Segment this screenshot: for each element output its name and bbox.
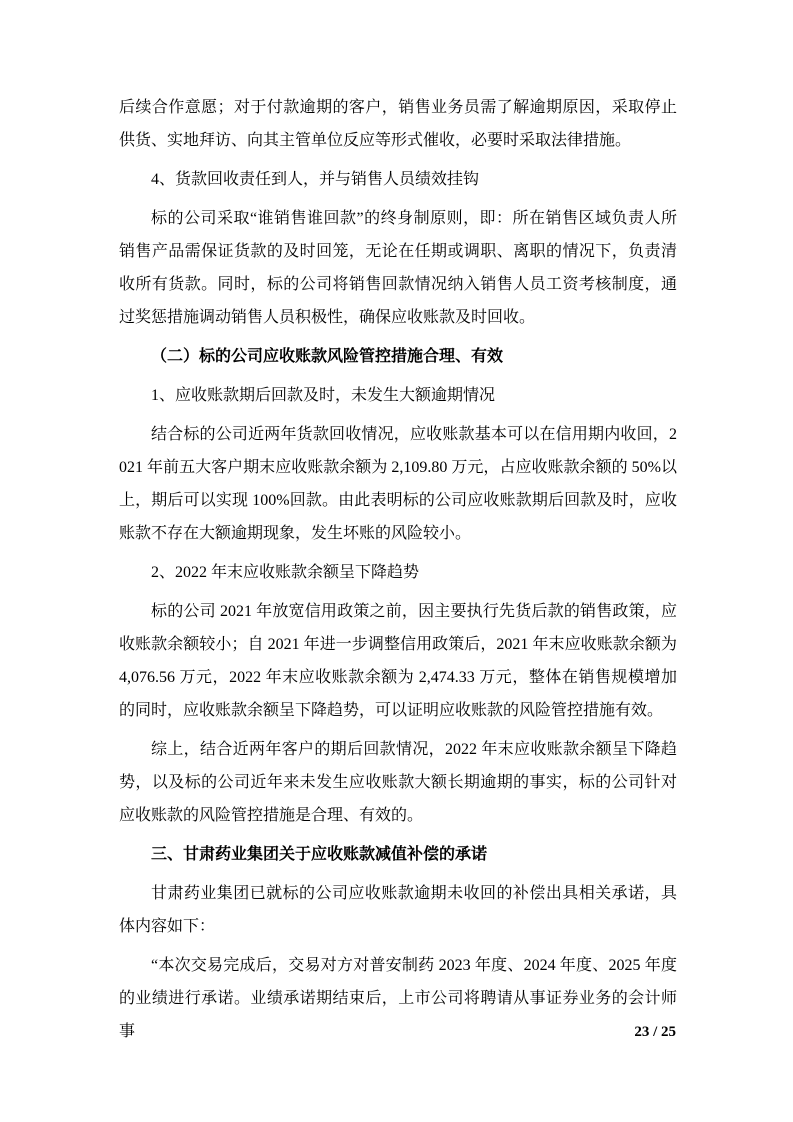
paragraph: 综上，结合近两年客户的期后回款情况，2022 年末应收账款余额呈下降趋势，以及标的公司近年来未发生应收账款大额长期逾期的事实，标的公司针对应收账款的风险管控措施是合理、有效的。 (119, 741, 677, 824)
section-heading-3: 三、甘肃药业集团关于应收账款减值补偿的承诺 (151, 846, 488, 863)
section-heading-2: （二）标的公司应收账款风险管控措施合理、有效 (151, 348, 504, 365)
paragraph: 标的公司 2021 年放宽信用政策之前，因主要执行先货后款的销售政策，应收账款余额较小；自 2021 年进一步调整信用政策后，2021 年末应收账款余额为 4,076.56 万元，2022 年末应收账款余额为 2,474.33 万元，整体在销售规模增加的同时，应收账款余额呈下降趋势，可以证明应收账款的风险管控措施有效。 (119, 603, 677, 719)
paragraph: 标的公司采取“谁销售谁回款”的终身制原则，即：所在销售区域负责人所销售产品需保证货款的及时回笼，无论在任期或调职、离职的情况下，负责清收所有货款。同时，标的公司将销售回款情况纳入销售人员工资考核制度，通过奖惩措施调动销售人员积极性，确保应收账款及时回收。 (119, 210, 677, 326)
paragraph: “本次交易完成后，交易对方对普安制药 2023 年度、2024 年度、2025 年度的业绩进行承诺。业绩承诺期结束后，上市公司将聘请从事证券业务的会计师事 (119, 957, 677, 1040)
paragraph: 结合标的公司近两年货款回收情况，应收账款基本可以在信用期内收回，2021 年前五大客户期末应收账款余额为 2,109.80 万元，占应收账款余额的 50%以上，期后可以实现 100%回款。由此表明标的公司应收账款期后回款及时，应收账款不存在大额逾期现象，发生坏账的风险较小。 (119, 426, 677, 542)
page-number: 23 / 25 (634, 1024, 676, 1040)
subheading-2: 2、2022 年末应收账款余额呈下降趋势 (151, 564, 420, 581)
subheading-1: 1、应收账款期后回款及时，未发生大额逾期情况 (151, 387, 496, 404)
paragraph: 甘肃药业集团已就标的公司应收账款逾期未收回的补偿出具相关承诺，具体内容如下： (119, 885, 677, 935)
page-footer (634, 1022, 676, 1042)
paragraph-continuation: 后续合作意愿；对于付款逾期的客户，销售业务员需了解逾期原因，采取停止供货、实地拜访、向其主管单位反应等形式催收，必要时采取法律措施。 (119, 99, 677, 149)
document-body (119, 91, 677, 1054)
subheading-4: 4、货款回收责任到人，并与销售人员绩效挂钩 (151, 171, 480, 188)
